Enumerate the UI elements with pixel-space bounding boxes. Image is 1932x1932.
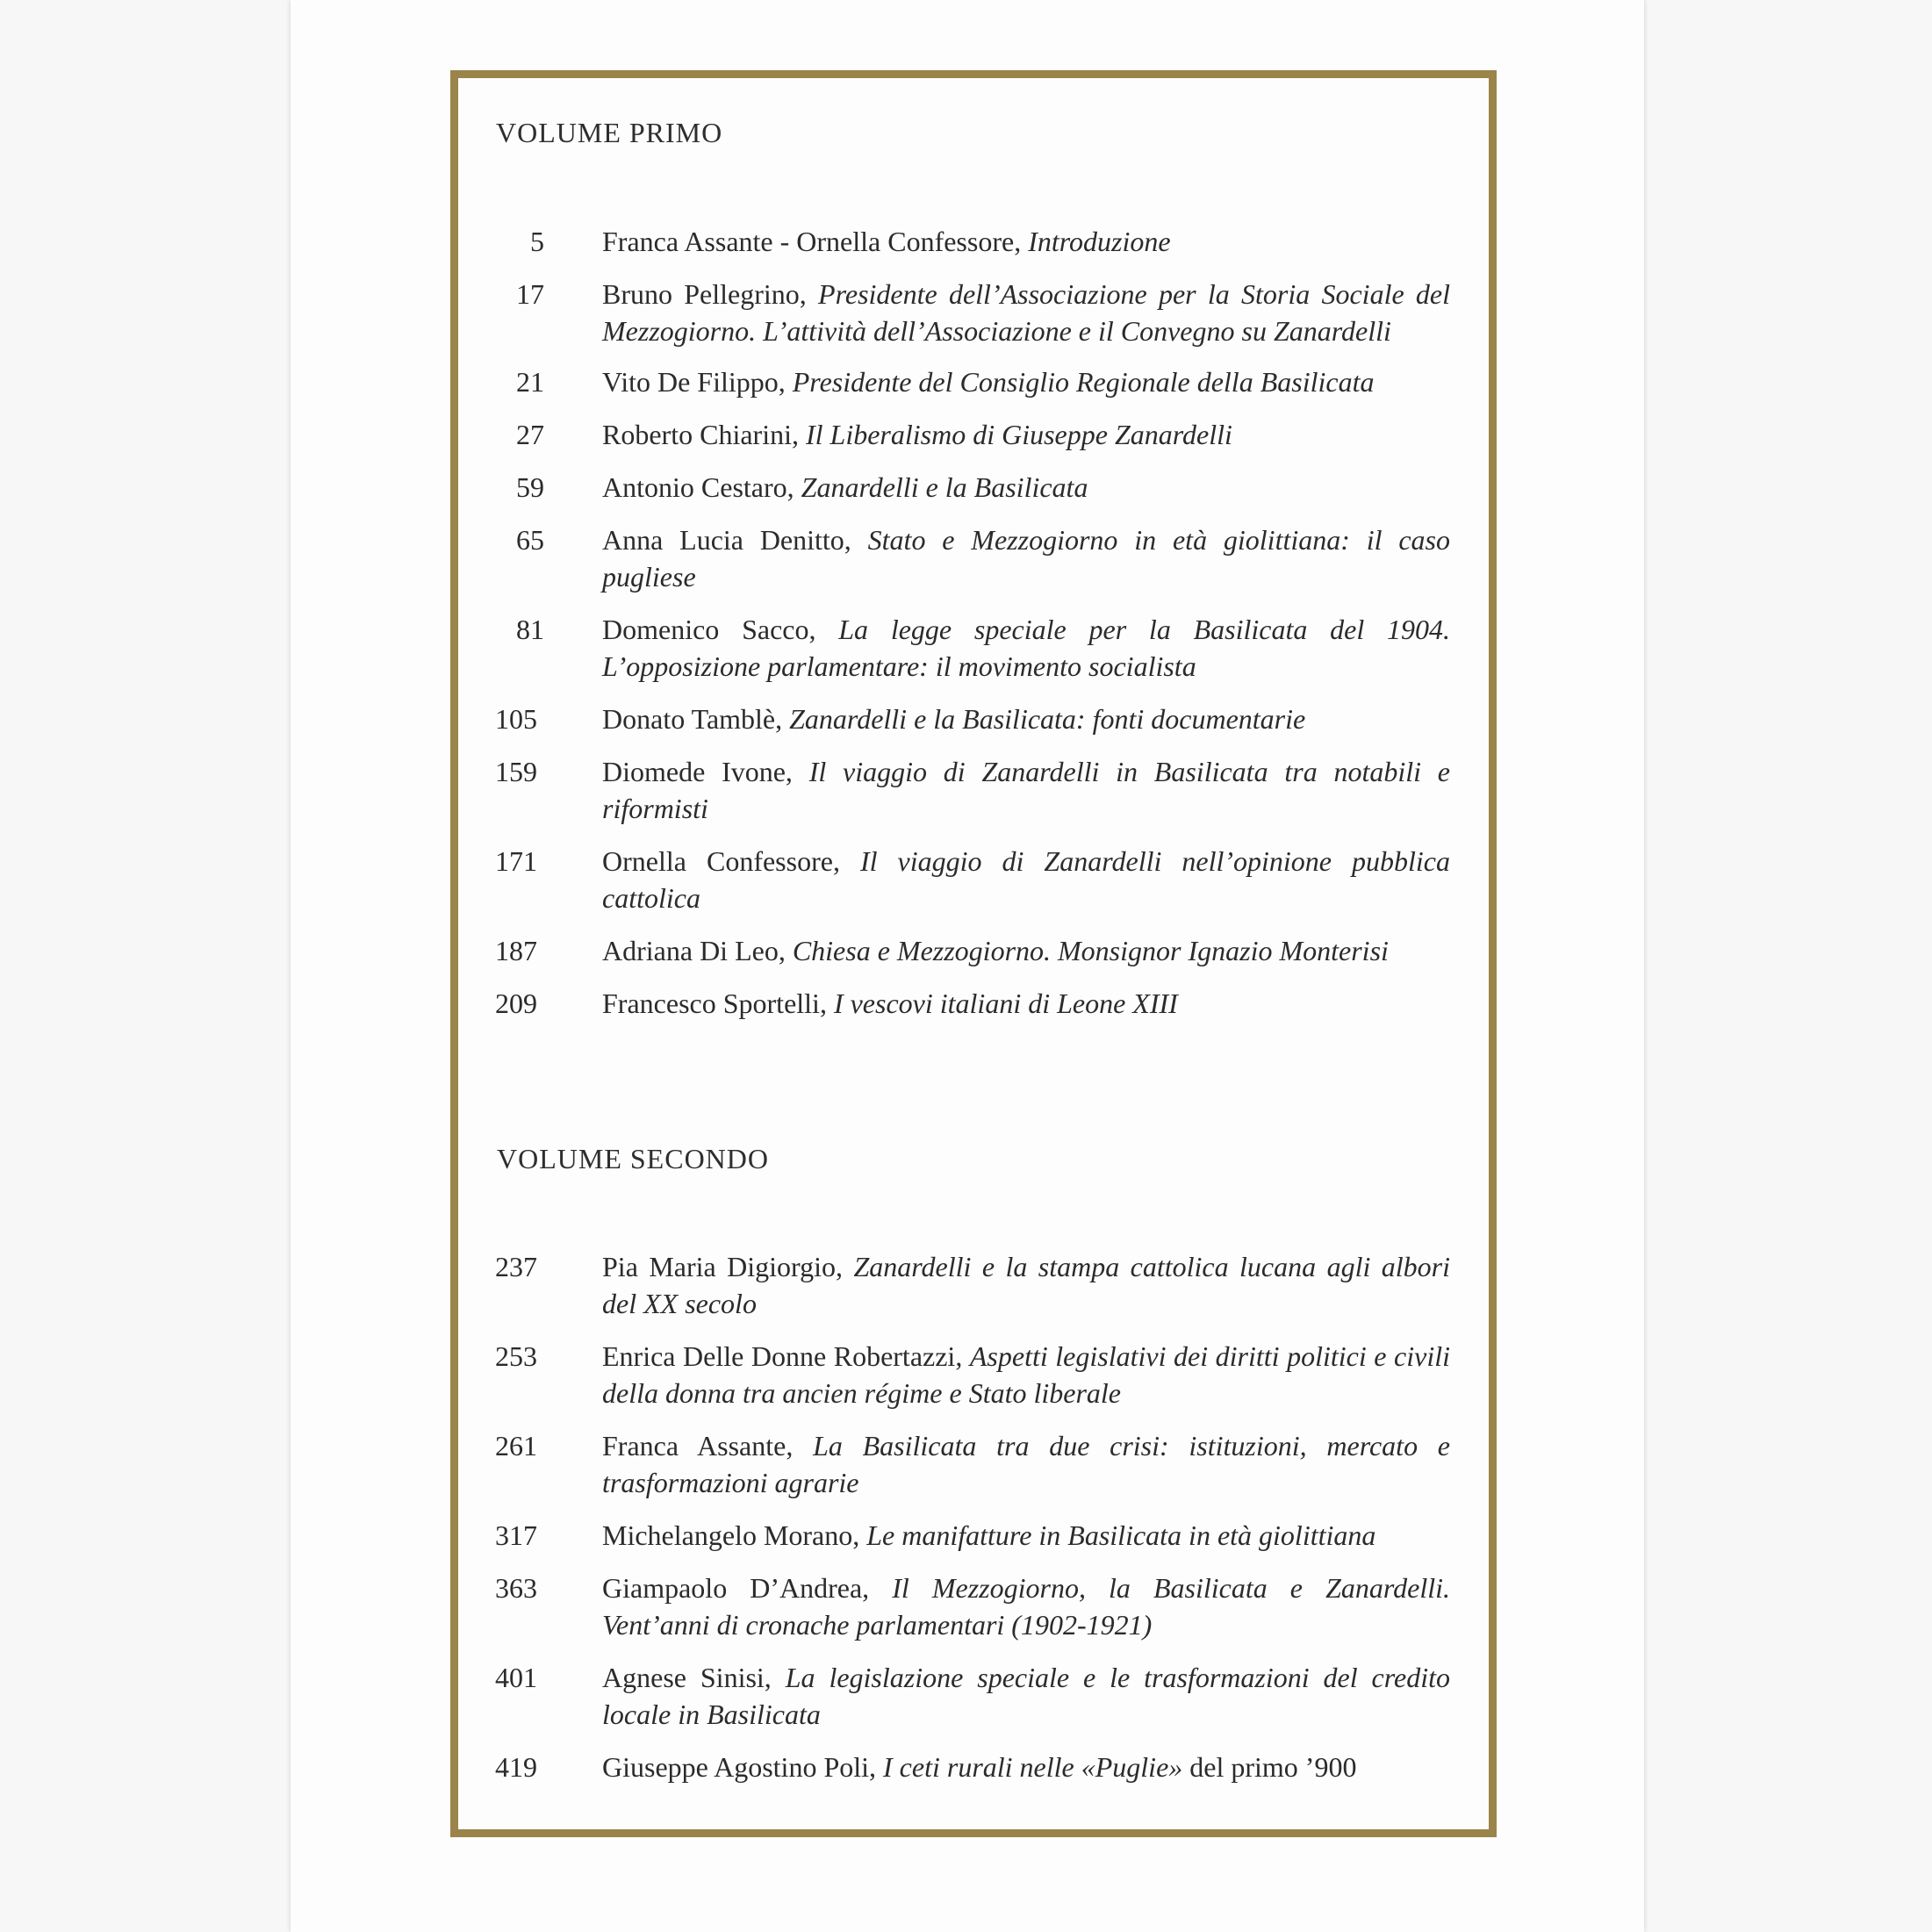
essay-title: La legislazione speciale e le trasformazioni del credito locale in Basilicata [602, 1662, 1451, 1730]
page-number: 237 [495, 1251, 537, 1282]
entry-text [602, 1338, 1450, 1411]
author-name: Michelangelo Morano, [602, 1519, 867, 1551]
page-number: 59 [516, 471, 544, 503]
page-number: 21 [516, 366, 544, 398]
essay-title: I ceti rurali nelle «Puglie» [883, 1751, 1183, 1783]
author-name: Bruno Pellegrino, [602, 278, 819, 310]
page-number: 81 [516, 614, 544, 645]
essay-title-tail: del primo ’900 [1182, 1751, 1357, 1783]
essay-title: Presidente del Consiglio Regionale della Basilicata [792, 366, 1375, 398]
essay-title: Zanardelli e la stampa cattolica lucana agli albori del XX secolo [602, 1251, 1451, 1319]
page-number: 187 [495, 935, 537, 966]
entry-text [602, 1427, 1450, 1501]
entry-text [602, 469, 1450, 506]
entry-text [602, 700, 1450, 737]
page-number: 253 [495, 1340, 537, 1372]
page-number: 401 [495, 1662, 537, 1693]
entry-text [602, 1749, 1450, 1785]
essay-title: Zanardelli e la Basilicata: fonti documentarie [789, 703, 1306, 735]
page-number: 17 [516, 278, 544, 310]
volume-primo-heading: VOLUME PRIMO [496, 117, 723, 148]
essay-title: Le manifatture in Basilicata in età giolittiana [866, 1519, 1376, 1551]
author-name: Giuseppe Agostino Poli, [602, 1751, 884, 1783]
essay-title: I vescovi italiani di Leone XIII [833, 988, 1178, 1019]
page-number: 171 [495, 845, 537, 877]
author-name: Roberto Chiarini, [602, 419, 806, 450]
author-name: Adriana Di Leo, [602, 935, 793, 966]
essay-title: Il viaggio di Zanardelli nell’opinione pubblica cattolica [602, 845, 1450, 914]
essay-title: La legge speciale per la Basilicata del 1904. L’opposizione parlamentare: il movimento socialista [602, 614, 1451, 682]
entry-text [602, 753, 1450, 827]
author-name: Anna Lucia Denitto, [602, 524, 868, 556]
essay-title: La Basilicata tra due crisi: istituzioni, mercato e trasformazioni agrarie [602, 1430, 1450, 1498]
entry-text [602, 985, 1450, 1022]
page-number: 105 [495, 703, 537, 735]
entry-text [602, 843, 1450, 916]
page-number: 65 [516, 524, 544, 556]
essay-title: Il Liberalismo di Giuseppe Zanardelli [805, 419, 1232, 450]
author-name: Agnese Sinisi, [602, 1662, 786, 1693]
author-name: Ornella Confessore, [602, 845, 860, 877]
page-number: 27 [516, 419, 544, 450]
author-name: Giampaolo D’Andrea, [602, 1572, 893, 1604]
entry-text [602, 416, 1450, 453]
author-name: Franca Assante, [602, 1430, 814, 1462]
entry-text [602, 363, 1450, 400]
page-number: 5 [530, 226, 544, 257]
essay-title: Stato e Mezzogiorno in età giolittiana: il caso pugliese [602, 524, 1451, 593]
author-name: Domenico Sacco, [602, 614, 839, 645]
essay-title: Aspetti legislativi dei diritti politici e civili della donna tra ancien régime e Stato liberale [602, 1340, 1450, 1409]
essay-title: Zanardelli e la Basilicata [801, 471, 1088, 503]
page-number: 363 [495, 1572, 537, 1604]
author-name: Pia Maria Digiorgio, [602, 1251, 854, 1282]
essay-title: Il viaggio di Zanardelli in Basilicata tra notabili e riformisti [602, 756, 1451, 824]
page-number: 261 [495, 1430, 537, 1462]
essay-title: Chiesa e Mezzogiorno. Monsignor Ignazio Monterisi [792, 935, 1389, 966]
entry-text [602, 1248, 1450, 1322]
entry-text [602, 223, 1450, 260]
essay-title: Introduzione [1028, 226, 1171, 257]
author-name: Enrica Delle Donne Robertazzi, [602, 1340, 970, 1372]
entry-text [602, 1517, 1450, 1554]
author-name: Diomede Ivone, [602, 756, 809, 787]
entry-text [602, 1569, 1450, 1643]
author-name: Donato Tamblè, [602, 703, 790, 735]
page-number: 419 [495, 1751, 537, 1783]
entry-text [602, 1659, 1450, 1733]
essay-title: Il Mezzogiorno, la Basilicata e Zanardelli. Vent’anni di cronache parlamentari (1902-1921) [602, 1572, 1451, 1641]
entry-text [602, 932, 1450, 969]
author-name: Francesco Sportelli, [602, 988, 834, 1019]
entry-text [602, 276, 1450, 349]
volume-secondo-heading: VOLUME SECONDO [497, 1143, 769, 1174]
page-number: 209 [495, 988, 537, 1019]
essay-title: Presidente dell’Associazione per la Storia Sociale del Mezzogiorno. L’attività dell’Associazione e il Convegno su Zanardelli [602, 278, 1451, 347]
author-name: Franca Assante - Ornella Confessore, [602, 226, 1029, 257]
page-number: 317 [495, 1519, 537, 1551]
author-name: Vito De Filippo, [602, 366, 793, 398]
page-number: 159 [495, 756, 537, 787]
author-name: Antonio Cestaro, [602, 471, 801, 503]
entry-text [602, 611, 1450, 685]
entry-text [602, 521, 1450, 595]
